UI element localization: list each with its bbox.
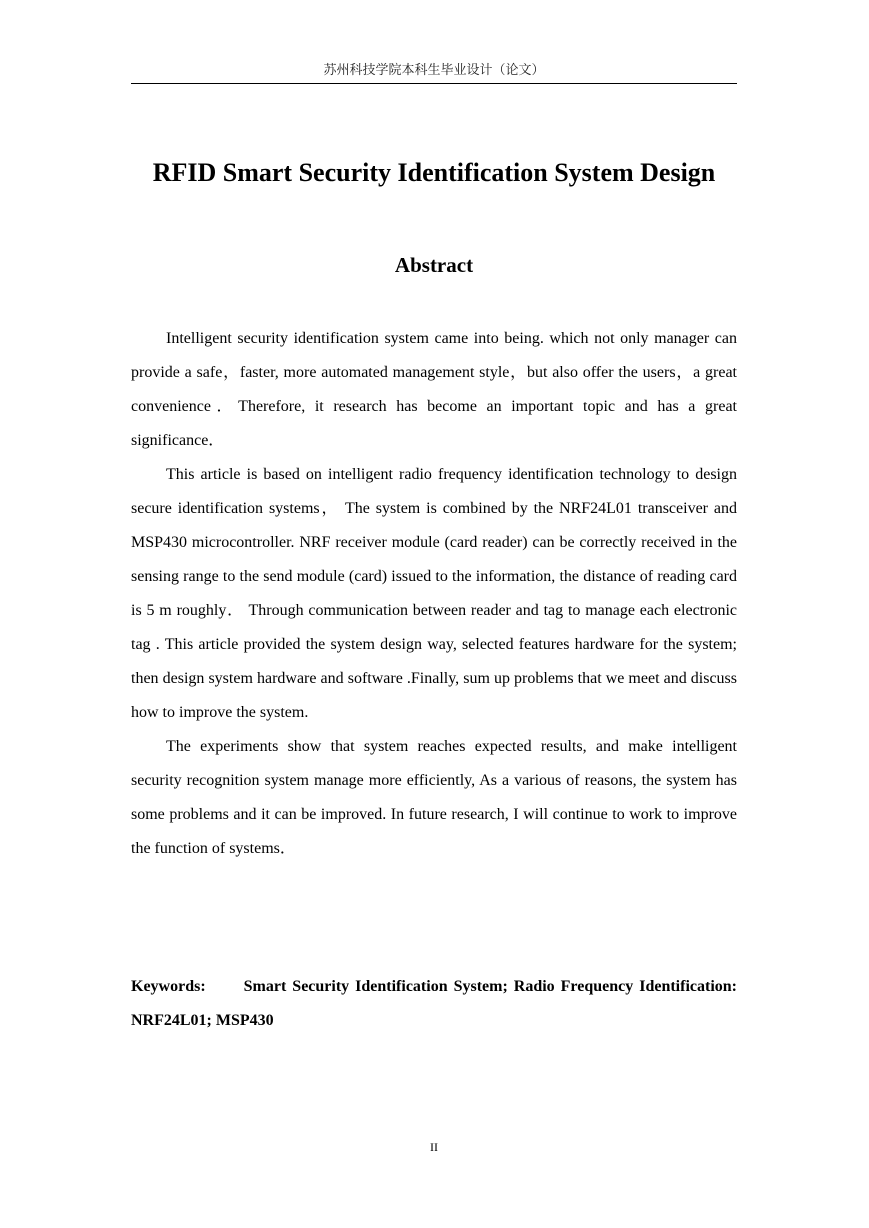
document-title: RFID Smart Security Identification System Design: [152, 158, 716, 187]
keywords-block: [131, 970, 737, 1038]
page-number: II: [430, 1140, 438, 1154]
abstract-body: [131, 322, 737, 866]
abstract-paragraph-3: The experiments show that system reaches expected results, and make intelligent security recognition system manage more efficiently, As a various of reasons, the system has some problems and it can be improved. In future research, I will continue to work to improve the function of systems．: [131, 738, 737, 857]
header-divider: [131, 83, 737, 84]
abstract-heading: Abstract: [394, 253, 474, 277]
keywords-value: Smart Security Identification System; Radio Frequency Identification: NRF24L01; MSP430: [131, 978, 737, 1029]
keywords-label: Keywords:: [131, 978, 206, 995]
running-header: 苏州科技学院本科生毕业设计（论文）: [323, 63, 545, 78]
abstract-paragraph-1: Intelligent security identification system came into being. which not only manager can provide a safe，faster, more automated management style，but also offer the users，a great convenience．Therefore, it research has become an important topic and has a great significance．: [131, 330, 737, 449]
abstract-paragraph-2: This article is based on intelligent radio frequency identification technology to design secure identification systems， The system is combined by the NRF24L01 transceiver and MSP430 microcontroller. NRF receiver module (card reader) can be correctly received in the sensing range to the send module (card) issued to the information, the distance of reading card is 5 m roughly． Through communication between reader and tag to manage each electronic tag . This article provided the system design way, selected features hardware for the system; then design system hardware and software .Finally, sum up problems that we meet and discuss how to improve the system.: [131, 466, 738, 721]
